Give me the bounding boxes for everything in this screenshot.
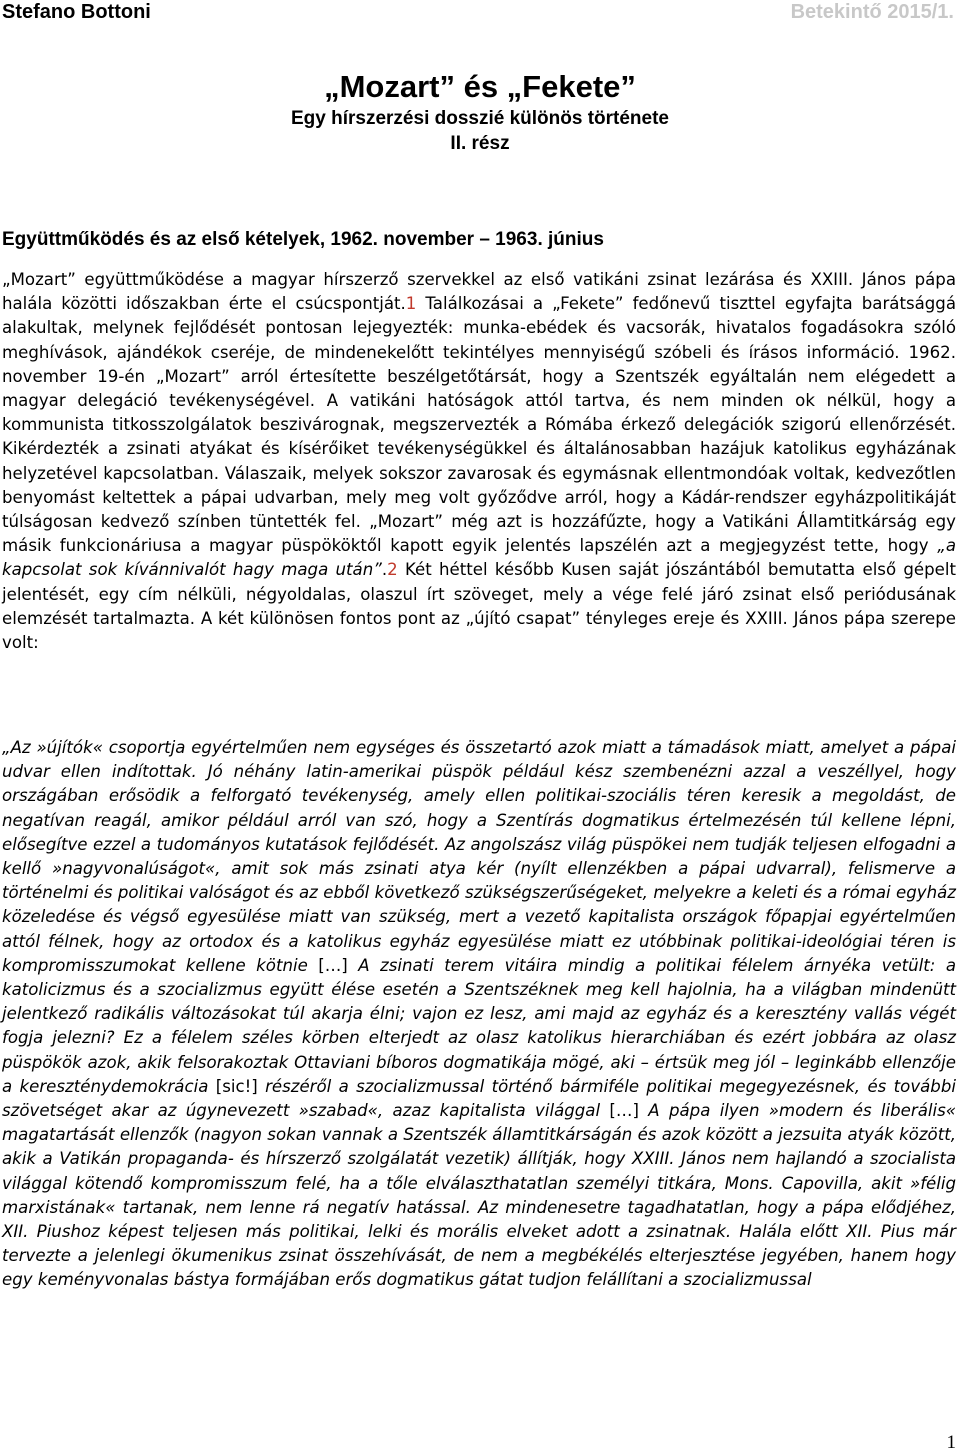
article-subtitle: Egy hírszerzési dosszié különös története — [291, 108, 669, 129]
running-header — [0, 0, 960, 26]
paragraph-text: . — [381, 560, 388, 580]
sic-mark: [sic!] — [215, 1076, 258, 1096]
header-journal: Betekintő 2015/1. — [790, 1, 954, 23]
title-block — [0, 68, 960, 156]
body-paragraph — [2, 268, 956, 655]
quote-text: A zsinati terem vitáira mindig a politikai félelem árnyéka vetült: a katolicizmus és a szocializmus együtt élése esetén a Szentszéknek meg kell hajolnia, ha a világban mindenütt jelentkező radikális változásokat túl akarja élni; vajon ez lesz, ami majd az egyház és a keresztény vallás végét fogja jelezni? Ez a félelem széles körben elterjedt az olasz katolikus hierarchiában és ezért jobbára az olasz püspökök azok, akik felsorakoztak Ottaviani bíboros dogmatikája mögé, aki – értsük meg jól – leginkább ellenzője a kereszténydemokrácia — [2, 955, 957, 1096]
quote-text: részéről a szocializmussal történő bármiféle politikai megegyezésnek, és további szövetséget akar az úgynevezett »szabad«, azaz kapitalista világgal — [2, 1076, 956, 1121]
footnote-ref-2[interactable]: 2 — [387, 560, 398, 580]
paragraph-text: „Mozart” együttműködése a magyar hírszerző szervekkel az első vatikáni zsinat lezárása és XXIII. János pápa halála közötti időszakban érte el csúcspontját. — [2, 270, 956, 314]
block-quote — [2, 736, 956, 1293]
omission-mark: […] — [609, 1101, 639, 1121]
quoted-remark: „a kapcsolat sok kívánnivalót hagy maga után” — [2, 536, 956, 580]
footnote-ref-1[interactable]: 1 — [405, 294, 417, 314]
omission-mark: […] — [318, 955, 348, 975]
quote-text: „Az »újítók« csoportja egyértelműen nem egységes és összetartó azok miatt a támadások miatt, amelyet a pápai udvar ellen indítottak. Jó néhány latin-amerikai püspök például kész szembenézni azzal a veszéllyel, hogy országában erősödik a felforgató tevékenység, amely ellen politikai-szociális téren keresik a megoldást, de negatívan reagál, amikor például arról van szó, hogy a Szentírás dogmatikus értelmezésén túl kellene lépni, elősegítve ezzel a tudományos kutatások fejlődését. Az angolszász világ püspökei nem tudják teljesen elfogadni a kellő »nagyvonalúságot«, amit sok más zsinati atya kér (nyílt ellenzékben a pápai udvarral), felismerve a történelmi és politikai valóságot és az ebből következő szükségszerűségeket, melyekre a keleti és a római egyház közeledése és végső egyesülése miatt van szükség, mert a vezető kapitalista országok főpapjai egyértelműen attól félnek, hogy az ortodox és a katolikus egyház egyesülése miatt ez utóbbinak politikai-ideológiai téren is kompromisszumokat kellene kötnie — [2, 738, 956, 975]
header-author: Stefano Bottoni — [2, 1, 151, 23]
article-part: II. rész — [450, 133, 510, 154]
section-heading: Együttműködés és az első kételyek, 1962. november – 1963. június — [2, 229, 604, 250]
paragraph-text: Találkozásai a „Fekete” fedőnevű tiszttel egyfajta barátsággá alakultak, melynek fejlődését pontosan lejegyezték: munka-ebédek és vacsorák, hivatalos fogadásokra szóló meghívások, ajándékok cseréje, de mindenekelőtt tekintélyes mennyiségű szóbeli és írásos információ. 1962. november 19-én „Mozart” arról értesítette beszélgetőtársát, hogy a Szentszék egyáltalán nem elégedett a magyar delegáció tevékenységével. A vatikáni hatóságok attól tartva, és nem minden ok nélkül, hogy a kommunista titkosszolgálatok beszivárognak, megszervezték a Rómába érkező delegációk szigorú ellenőrzését. Kikérdezték a zsinati atyákat és kísérőiket tevékenységükkel és általánosabban hazájuk katolikus egyházának helyzetével kapcsolatban. Válaszaik, melyek sokszor zavarosak és egymásnak ellentmondóak voltak, kedvezőtlen benyomást keltettek a pápai udvarban, mely meg volt győződve arról, hogy a Kádár-rendszer egyházpolitikáját túlságosan kedvező színben tüntették fel. „Mozart” még azt is hozzáfűzte, hogy a Vatikáni Államtitkárság egy másik funkcionáriusa a magyar püspököktől kapott egyik jelentés lapszélén azt a megjegyzést tette, hogy — [2, 294, 957, 556]
quote-text: A pápa ilyen »modern és liberális« magatartását ellenzők (nagyon sokan vannak a Szentszék államtitkárságán és azok között a jezsuita atyák között, akik a Vatikán propaganda- és hírszerző szolgálatát vezetik) állítják, hogy XXIII. János nem hajlandó a szocialista világgal kötendő kompromisszum felé, ha a tőle elválaszthatatlan személyi titkára, Mons. Capovilla, akit »félig marxistának« tartanak, nem lenne rá negatív hatással. Az mindenesetre tagadhatatlan, hogy a pápa elődjéhez, XII. Piushoz képest teljesen más politikai, lelki és morális elveket adott a zsinatnak. Halála előtt XII. Pius már tervezte a jelenlegi ökumenikus zsinat összehívását, de nem a megbékélés elterjesztése jegyében, hanem hogy egy keményvonalas bástya formájában erős dogmatikus gátat tudjon felállítani a szocializmussal — [2, 1101, 956, 1290]
paragraph-text: Két héttel később Kusen saját jószántából bemutatta első gépelt jelentését, egy cím nélküli, négyoldalas, olaszul írt szöveget, mely a vége felé járó zsinat első periódusának elemzését tartalmazta. A két különösen fontos pont az „újító csapat” tényleges ereje és XXIII. János pápa szerepe volt: — [2, 560, 956, 653]
page-number: 1 — [946, 1432, 956, 1453]
article-title: „Mozart” és „Fekete” — [324, 69, 636, 104]
